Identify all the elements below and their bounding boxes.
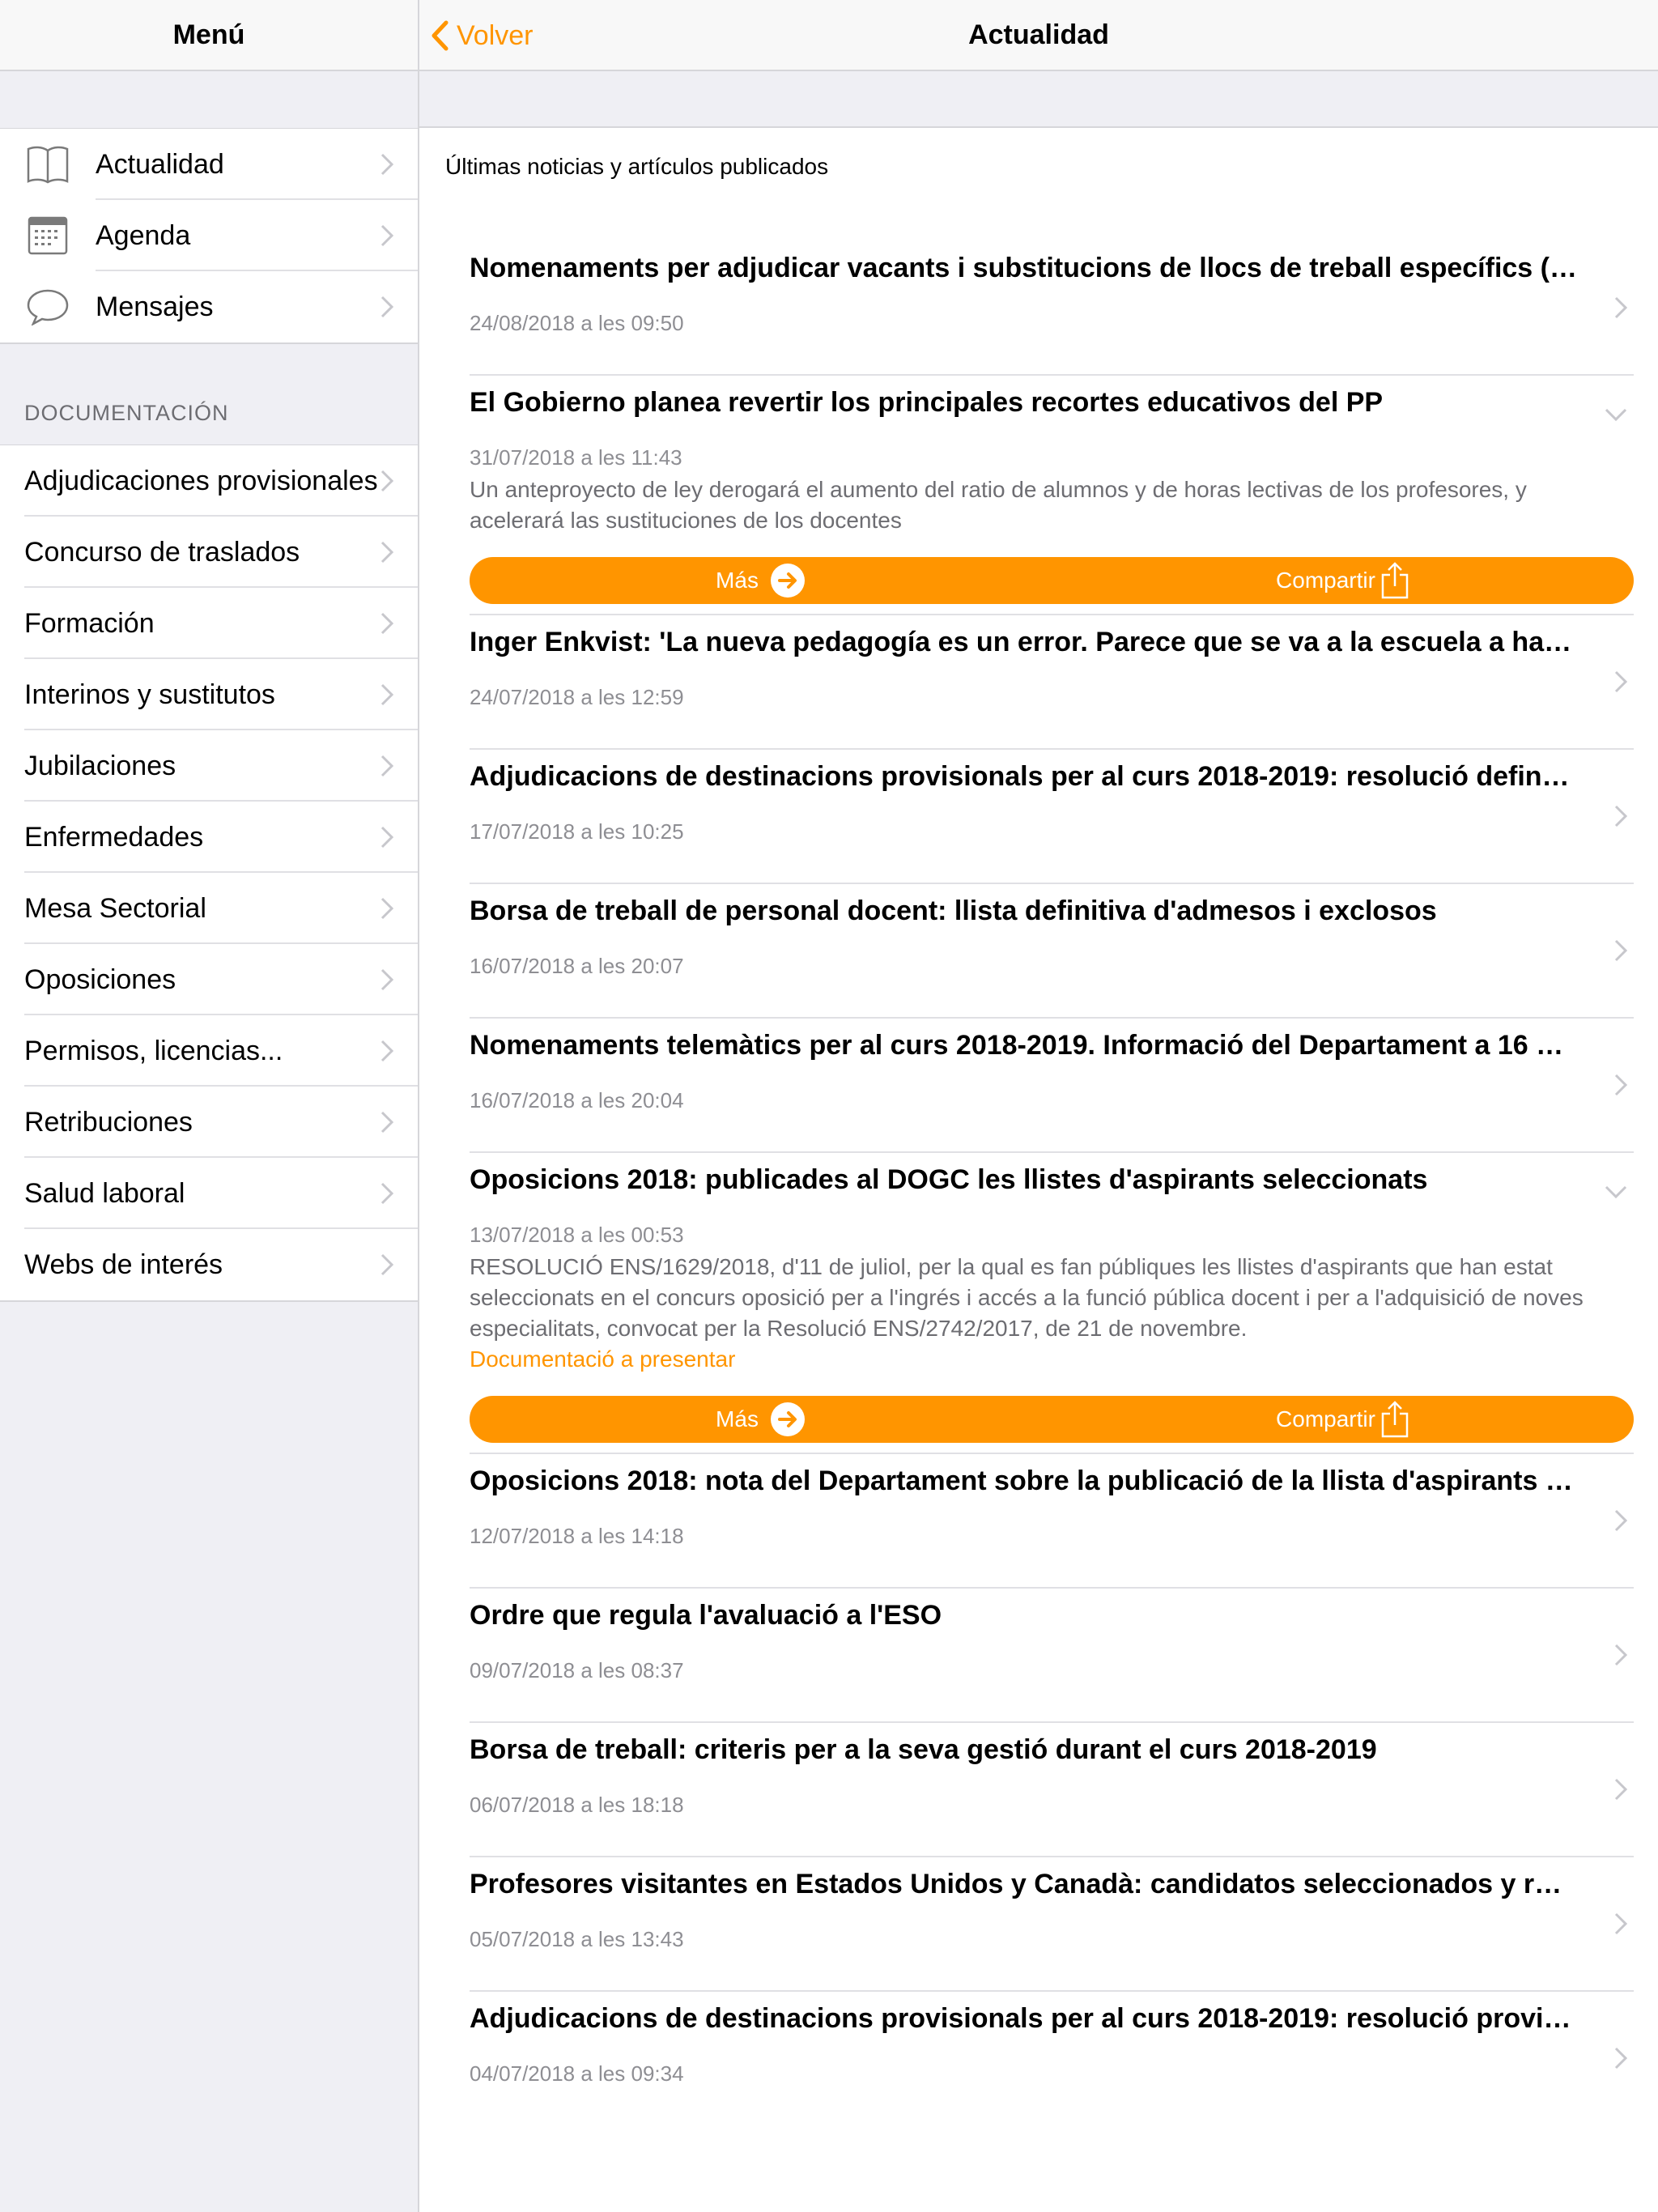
sidebar-doc-item-label: Enfermedades — [24, 821, 204, 853]
sidebar-doc-item-label: Jubilaciones — [24, 750, 176, 781]
news-item[interactable] — [470, 1017, 1634, 1151]
sidebar-doc-item-label: Concurso de traslados — [24, 536, 300, 568]
news-date: 05/07/2018 a les 13:43 — [470, 1927, 684, 1951]
chevron-right-icon — [380, 1253, 393, 1276]
news-title: Adjudicacions de destinacions provisionals per al curs 2018-2019: resolució defin… — [470, 761, 1570, 792]
news-title: Inger Enkvist: 'La nueva pedagogía es un error. Parece que se va a la escuela a ha… — [470, 627, 1572, 657]
chevron-right-icon — [380, 897, 393, 920]
main-header — [419, 0, 1658, 71]
news-date: 17/07/2018 a les 10:25 — [470, 819, 684, 844]
news-date: 16/07/2018 a les 20:07 — [470, 954, 684, 978]
chevron-left-icon — [431, 20, 449, 51]
sidebar-doc-item-label: Retribuciones — [24, 1106, 193, 1138]
news-item[interactable] — [470, 241, 1634, 374]
sidebar-doc-item[interactable] — [0, 730, 418, 802]
share-button-label: Compartir — [1276, 1406, 1375, 1431]
back-button-label: Volver — [457, 19, 534, 51]
sidebar-doc-item[interactable] — [0, 445, 418, 517]
news-item[interactable] — [470, 748, 1634, 883]
news-item[interactable] — [470, 1587, 1634, 1721]
chevron-right-icon — [1614, 939, 1627, 962]
chevron-right-icon — [1614, 670, 1627, 693]
sidebar-doc-item[interactable] — [0, 1015, 418, 1087]
share-button-label: Compartir — [1276, 568, 1375, 593]
news-date: 06/07/2018 a les 18:18 — [470, 1793, 684, 1817]
page-subtitle: Últimas noticias y artículos publicados — [445, 154, 829, 179]
news-action-bar — [470, 1396, 1634, 1443]
sidebar-doc-item[interactable] — [0, 1229, 418, 1300]
sidebar-doc-item[interactable] — [0, 1087, 418, 1158]
news-item[interactable] — [470, 1856, 1634, 1990]
sidebar-doc-item-label: Oposiciones — [24, 963, 176, 995]
sidebar-doc-item[interactable] — [0, 873, 418, 944]
share-button[interactable] — [1052, 1396, 1634, 1443]
main-panel — [419, 0, 1658, 2212]
more-button-label: Más — [716, 568, 759, 593]
news-title: Nomenaments per adjudicar vacants i substitucions de llocs de treball específics (… — [470, 253, 1577, 283]
news-link[interactable]: Documentació a presentar — [470, 1346, 736, 1372]
speech-bubble-icon — [26, 285, 70, 329]
more-button-label: Más — [716, 1406, 759, 1431]
news-item[interactable] — [470, 1721, 1634, 1856]
chevron-down-icon[interactable] — [1605, 408, 1627, 421]
sidebar-title: Menú — [0, 0, 418, 71]
news-date: 04/07/2018 a les 09:34 — [470, 2061, 684, 2086]
share-icon — [1380, 562, 1409, 599]
chevron-right-icon — [380, 296, 393, 318]
news-date: 24/07/2018 a les 12:59 — [470, 685, 684, 709]
news-title: Oposicions 2018: publicades al DOGC les llistes d'aspirants seleccionats — [470, 1164, 1428, 1195]
sidebar-doc-item[interactable] — [0, 1158, 418, 1229]
news-summary-text: Un anteproyecto de ley derogará el aumento del ratio de alumnos y de horas lectivas de los profesores, y acelerará las sustituciones de los docentes — [470, 477, 1527, 533]
chevron-right-icon — [380, 755, 393, 777]
news-summary — [470, 1231, 1634, 1375]
news-item[interactable] — [470, 374, 1634, 604]
sidebar-doc-item-label: Salud laboral — [24, 1177, 185, 1209]
chevron-right-icon — [1614, 1778, 1627, 1801]
news-date: 12/07/2018 a les 14:18 — [470, 1524, 684, 1548]
news-date: 09/07/2018 a les 08:37 — [470, 1658, 684, 1682]
sidebar-doc-item-label: Interinos y sustitutos — [24, 678, 275, 710]
more-button[interactable] — [470, 1396, 1052, 1443]
chevron-right-icon — [380, 470, 393, 492]
sidebar-main-list — [0, 128, 418, 344]
sidebar-item-actualidad[interactable] — [0, 129, 418, 200]
chevron-right-icon — [380, 1182, 393, 1205]
news-item[interactable] — [470, 1990, 1634, 2125]
chevron-right-icon — [1614, 1644, 1627, 1666]
news-date: 16/07/2018 a les 20:04 — [470, 1088, 684, 1112]
news-title: Oposicions 2018: nota del Departament sobre la publicació de la llista d'aspirants … — [470, 1465, 1573, 1496]
share-icon — [1380, 1401, 1409, 1438]
news-summary-text: RESOLUCIÓ ENS/1629/2018, d'11 de juliol, per la qual es fan públiques les llistes d'aspirants que han estat seleccionats en el concurs oposició per a l'ingrés i accés a la funció pública docent i per a l'adquisició de noves especialitats, convocat per la Resolució ENS/2742/2017, de 21 de novembre. — [470, 1254, 1584, 1341]
sidebar-doc-item-label: Formación — [24, 607, 155, 639]
section-title-documentacion: DOCUMENTACIÓN — [24, 401, 229, 425]
news-item[interactable] — [470, 1453, 1634, 1587]
sidebar-item-label: Agenda — [96, 219, 191, 251]
chevron-right-icon — [380, 153, 393, 176]
chevron-right-icon — [1614, 805, 1627, 827]
sidebar-item-agenda[interactable] — [0, 200, 418, 271]
news-date: 31/07/2018 a les 11:43 — [470, 445, 682, 470]
chevron-right-icon — [380, 1111, 393, 1134]
sidebar-doc-item-label: Permisos, licencias... — [24, 1035, 283, 1066]
sidebar-doc-item[interactable] — [0, 944, 418, 1015]
page-title: Actualidad — [968, 19, 1109, 50]
news-item[interactable] — [470, 883, 1634, 1017]
chevron-right-icon — [380, 224, 393, 247]
sidebar-item-label: Actualidad — [96, 148, 224, 180]
chevron-down-icon[interactable] — [1605, 1185, 1627, 1198]
news-list — [419, 241, 1658, 2125]
book-icon — [26, 143, 70, 186]
sidebar-doc-item[interactable] — [0, 802, 418, 873]
news-item[interactable] — [470, 614, 1634, 748]
news-title: Profesores visitantes en Estados Unidos y Canadà: candidatos seleccionados y r… — [470, 1869, 1562, 1899]
news-title: Nomenaments telemàtics per al curs 2018-2019. Informació del Departament a 16 … — [470, 1030, 1564, 1061]
chevron-right-icon — [380, 968, 393, 991]
sidebar-doc-item-label: Webs de interés — [24, 1249, 223, 1280]
share-button[interactable] — [1052, 557, 1634, 604]
sidebar-doc-item[interactable] — [0, 517, 418, 588]
news-title: El Gobierno planea revertir los principales recortes educativos del PP — [470, 387, 1384, 418]
news-title: Borsa de treball: criteris per a la seva gestió durant el curs 2018-2019 — [470, 1734, 1377, 1765]
news-title: Adjudicacions de destinacions provisionals per al curs 2018-2019: resolució provi… — [470, 2003, 1571, 2034]
chevron-right-icon — [1614, 1509, 1627, 1532]
sidebar-doc-item[interactable] — [0, 588, 418, 659]
chevron-right-icon — [380, 612, 393, 635]
back-button[interactable] — [431, 0, 534, 71]
calendar-icon — [26, 214, 70, 257]
sidebar-doc-item-label: Adjudicaciones provisionales — [24, 465, 378, 496]
chevron-right-icon — [1614, 2047, 1627, 2069]
chevron-right-icon — [1614, 296, 1627, 319]
chevron-right-icon — [380, 1040, 393, 1062]
sidebar — [0, 0, 419, 2212]
chevron-right-icon — [380, 541, 393, 564]
more-button[interactable] — [470, 557, 1052, 604]
sidebar-item-mensajes[interactable] — [0, 271, 418, 342]
arrow-right-circle-icon — [770, 563, 806, 598]
news-action-bar — [470, 557, 1634, 604]
arrow-right-circle-icon — [770, 1402, 806, 1437]
chevron-right-icon — [380, 826, 393, 849]
sidebar-doc-list — [0, 445, 418, 1302]
sidebar-doc-item[interactable] — [0, 659, 418, 730]
chevron-right-icon — [380, 683, 393, 706]
sidebar-doc-item-label: Mesa Sectorial — [24, 892, 206, 924]
news-date: 24/08/2018 a les 09:50 — [470, 311, 684, 335]
news-title: Ordre que regula l'avaluació a l'ESO — [470, 1600, 942, 1631]
sidebar-item-label: Mensajes — [96, 291, 214, 322]
news-date: 13/07/2018 a les 00:53 — [470, 1223, 684, 1247]
chevron-right-icon — [1614, 1074, 1627, 1096]
news-item[interactable] — [470, 1151, 1634, 1443]
news-title: Borsa de treball de personal docent: llista definitiva d'admesos i exclosos — [470, 895, 1437, 926]
chevron-right-icon — [1614, 1912, 1627, 1935]
